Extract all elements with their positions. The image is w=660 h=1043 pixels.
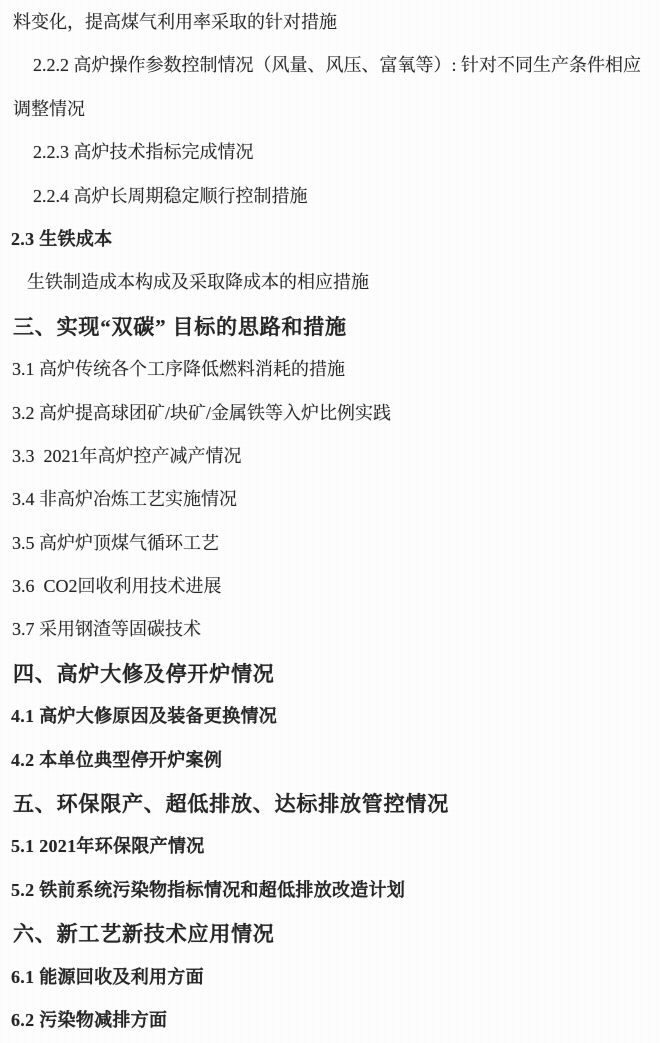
doc-line: 生铁制造成本构成及采取降成本的相应措施 — [27, 272, 369, 293]
doc-line: 料变化，提高煤气利用率采取的针对措施 — [13, 12, 337, 32]
doc-line: 3.3 2021年高炉控产减产情况 — [12, 445, 242, 466]
doc-line: 2.2.3 高炉技术指标完成情况 — [33, 142, 254, 163]
doc-line: 三、实现“双碳” 目标的思路和措施 — [13, 314, 347, 339]
doc-line: 5.2 铁前系统污染物指标情况和超低排放改造计划 — [11, 879, 406, 900]
doc-line: 4.2 本单位典型停开炉案例 — [11, 749, 223, 770]
doc-line: 4.1 高炉大修原因及装备更换情况 — [11, 706, 278, 727]
doc-line: 2.3 生铁成本 — [11, 228, 113, 249]
doc-line: 3.5 高炉炉顶煤气循环工艺 — [12, 532, 219, 553]
doc-line: 6.1 能源回收及利用方面 — [11, 966, 204, 987]
doc-line: 2.2.4 高炉长周期稳定顺行控制措施 — [33, 185, 308, 206]
doc-line: 3.2 高炉提高球团矿/块矿/金属铁等入炉比例实践 — [12, 402, 391, 423]
doc-line: 5.1 2021年环保限产情况 — [11, 836, 205, 857]
doc-line: 六、新工艺新技术应用情况 — [13, 922, 275, 947]
doc-line: 3.6 CO2回收利用技术进展 — [12, 576, 222, 597]
doc-line: 2.2.2 高炉操作参数控制情况（风量、风压、富氧等）: 针对不同生产条件相应 — [33, 55, 641, 76]
doc-line: 五、环保限产、超低排放、达标排放管控情况 — [13, 792, 449, 817]
doc-line: 四、高炉大修及停开炉情况 — [13, 661, 275, 686]
doc-line: 3.7 采用钢渣等固碳技术 — [12, 619, 201, 640]
doc-line: 3.4 非高炉冶炼工艺实施情况 — [12, 489, 237, 510]
doc-line: 3.1 高炉传统各个工序降低燃料消耗的措施 — [12, 359, 345, 380]
doc-line: 6.2 污染物减排方面 — [11, 1009, 168, 1030]
doc-line: 调整情况 — [13, 98, 85, 119]
